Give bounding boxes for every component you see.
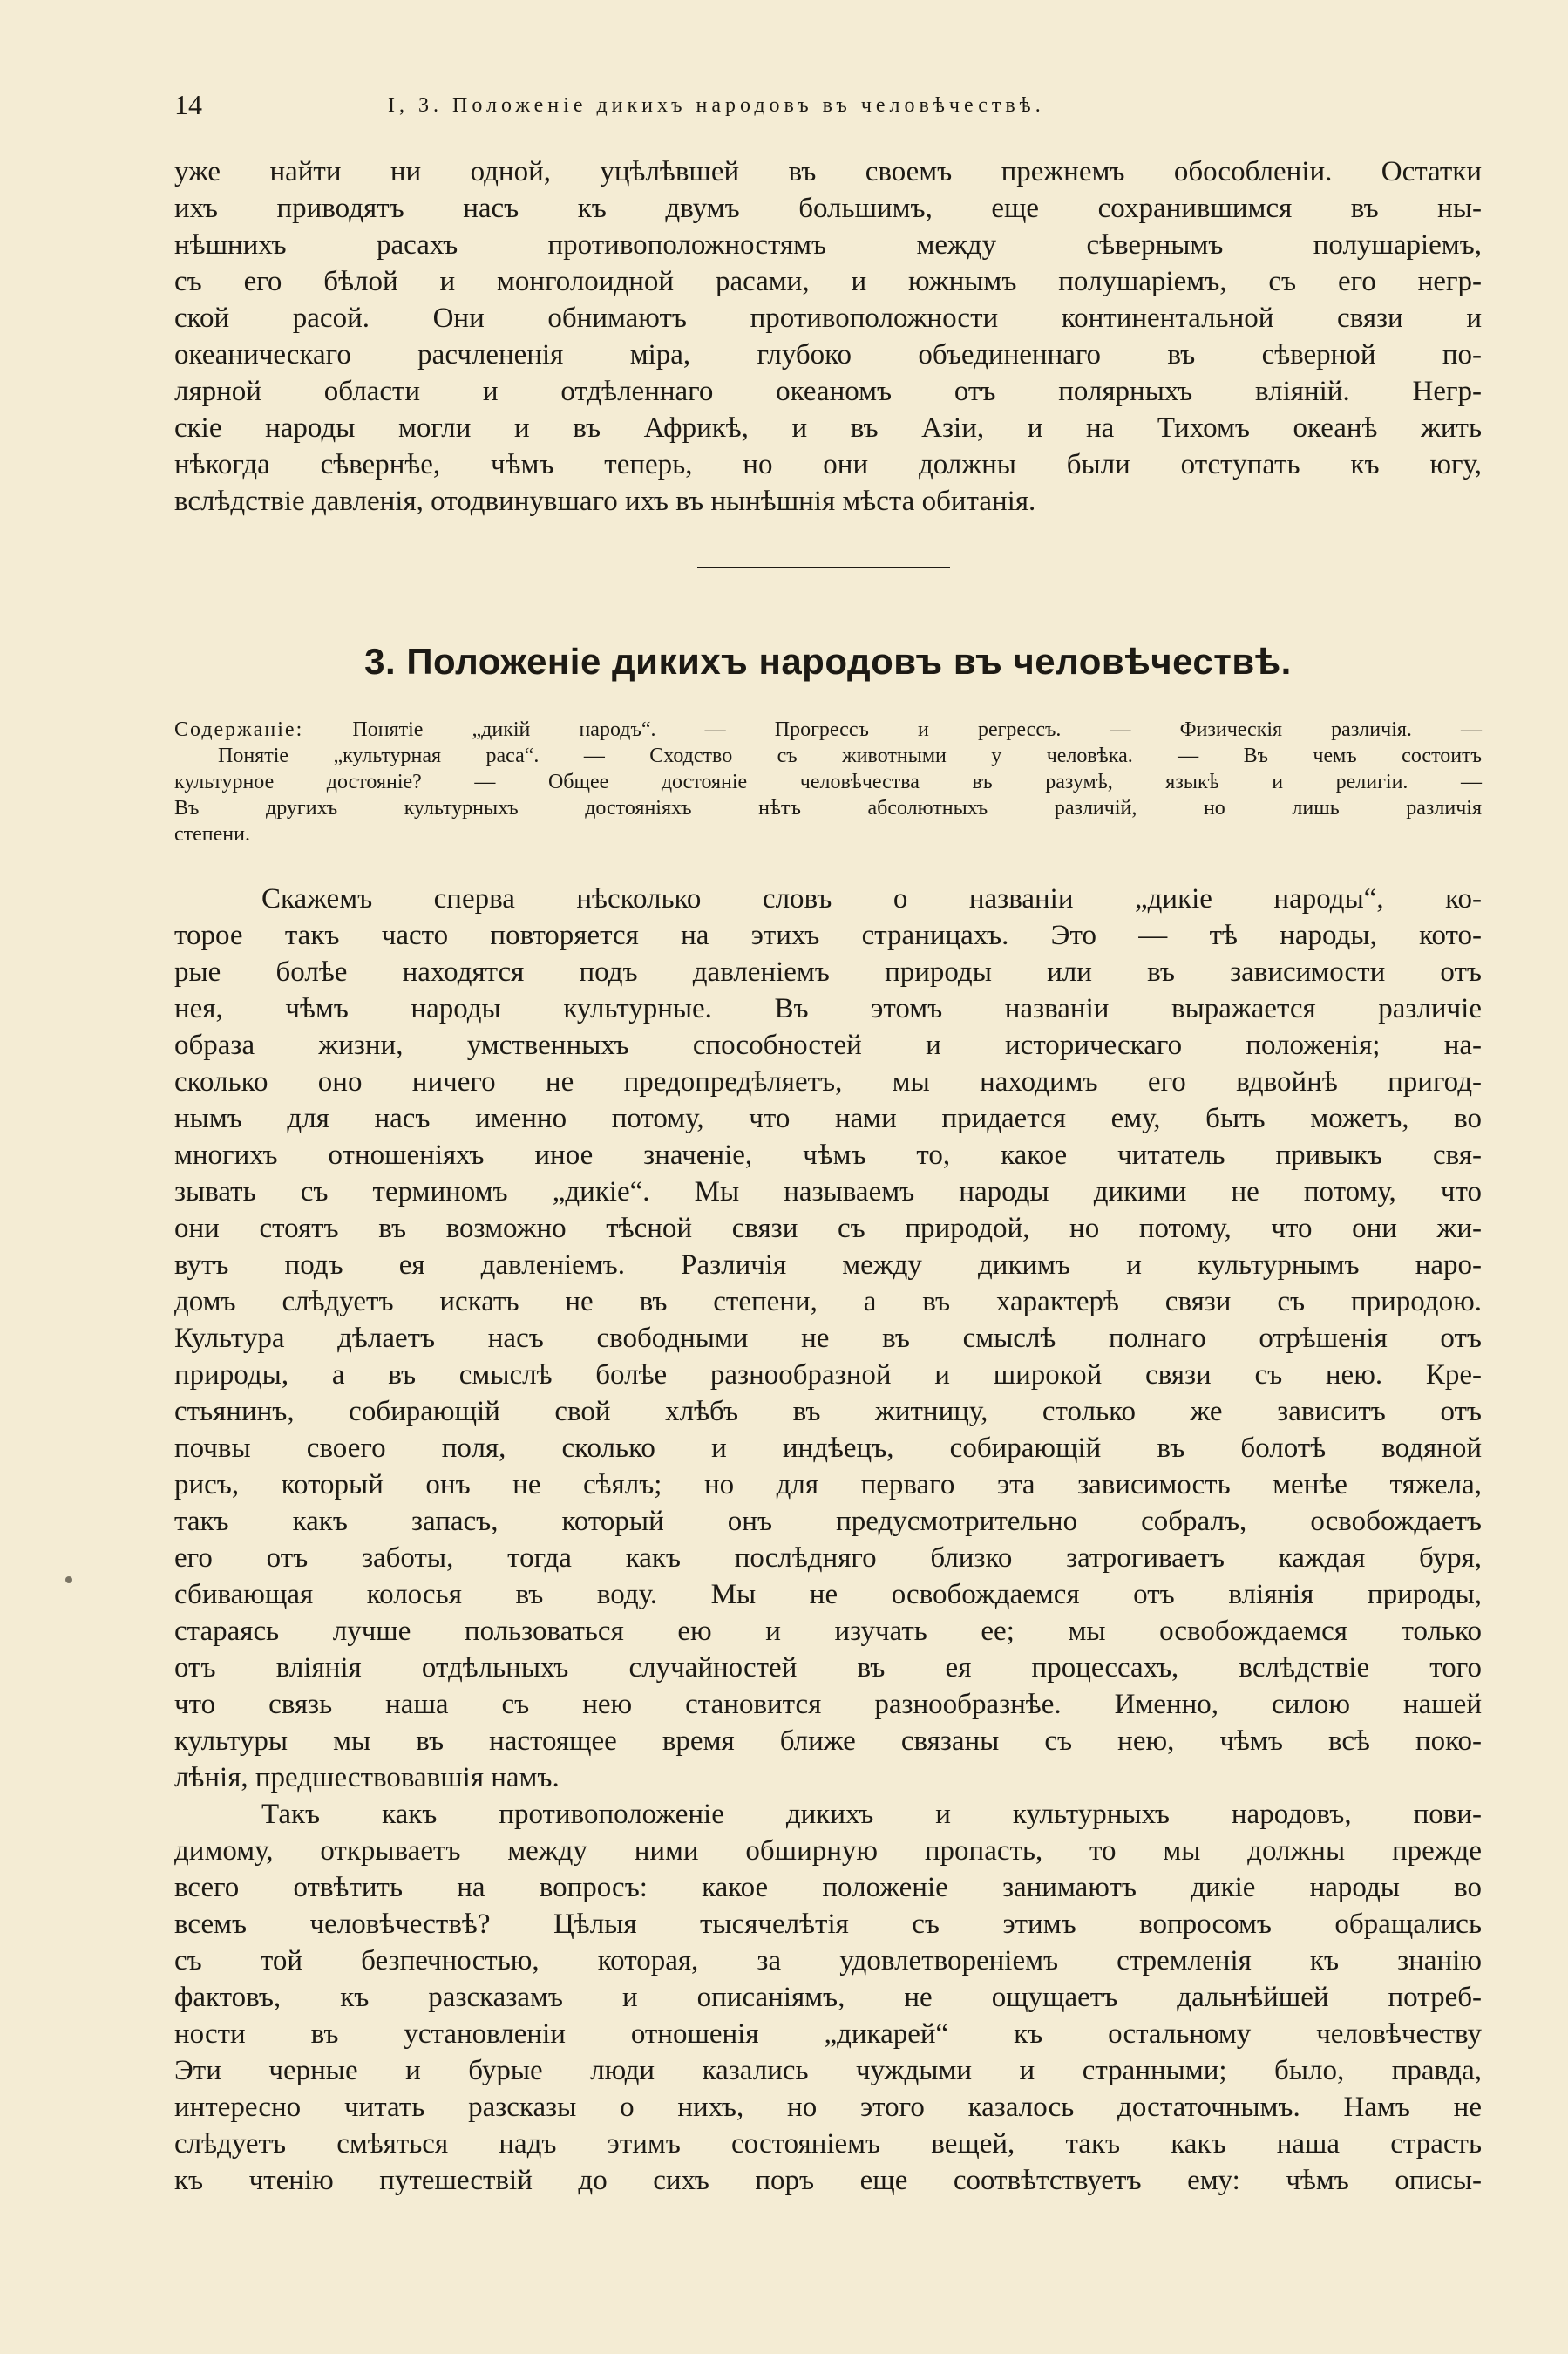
text-line: слѣдуетъ смѣяться надъ этимъ состояніемъ вещей, такъ какъ наша страсть [174,2128,1482,2160]
text-line: Скажемъ сперва нѣсколько словъ о названіи „дикіе народы“, ко- [261,883,1482,915]
summary-line: Въ другихъ культурныхъ достояніяхъ нѣтъ абсолютныхъ различій, но лишь различія [174,797,1482,820]
summary-label: Содержаніе: [174,718,304,741]
text-line: отъ вліянія отдѣльныхъ случайностей въ ея процессахъ, вслѣдствіе того [174,1652,1482,1684]
ink-speck [65,1576,72,1583]
text-line: такъ какъ запасъ, который онъ предусмотрительно собралъ, освобождаетъ [174,1506,1482,1537]
text-line: интересно читать разсказы о нихъ, но этого казалось достаточнымъ. Намъ не [174,2092,1482,2123]
text-line: что связь наша съ нею становится разнообразнѣе. Именно, силою нашей [174,1689,1482,1720]
text-line: нея, чѣмъ народы культурные. Въ этомъ названіи выражается различіе [174,993,1482,1024]
text-line: торое такъ часто повторяется на этихъ страницахъ. Это — тѣ народы, кото- [174,920,1482,951]
text-line: Такъ какъ противоположеніе дикихъ и культурныхъ народовъ, пови- [261,1799,1482,1830]
paragraph-1 [174,881,1482,1796]
text-line: димому, открываетъ между ними обширную пропасть, то мы должны прежде [174,1835,1482,1867]
text-line: всемъ человѣчествѣ? Цѣлыя тысячелѣтія съ этимъ вопросомъ обращались [174,1908,1482,1940]
summary-line: степени. [174,823,250,846]
running-title: I, 3. Положеніе дикихъ народовъ въ человѣчествѣ. [388,94,1045,117]
text-line: стьянинъ, собирающій свой хлѣбъ въ житницу, столько же зависитъ отъ [174,1396,1482,1427]
text-line: зывать съ терминомъ „дикіе“. Мы называемъ народы дикими не потому, что [174,1176,1482,1208]
text-line: культуры мы въ настоящее время ближе связаны съ нею, чѣмъ всѣ поко- [174,1725,1482,1757]
text-line: стараясь лучше пользоваться ею и изучать ее; мы освобождаемся только [174,1616,1482,1647]
text-line: лѣнія, предшествовавшія намъ. [174,1762,560,1793]
text-line: Эти черные и бурые люди казались чуждыми и странными; было, правда, [174,2055,1482,2086]
text-line: сбивающая колосья въ воду. Мы не освобождаемся отъ вліянія природы, [174,1579,1482,1610]
intro-paragraph [174,153,1482,520]
text-line: океаническаго расчлененія міра, глубоко объединеннаго въ сѣверной по- [174,339,1482,371]
text-line: вслѣдствіе давленія, отодвинувшаго ихъ въ нынѣшнія мѣста обитанія. [174,486,1036,517]
running-head [174,89,1464,124]
text-line: уже найти ни одной, уцѣлѣвшей въ своемъ прежнемъ обособленіи. Остатки [174,156,1482,187]
section-divider [697,567,950,568]
text-line: многихъ отношеніяхъ иное значеніе, чѣмъ то, какое читатель привыкъ свя- [174,1140,1482,1171]
text-line: съ той безпечностью, которая, за удовлетвореніемъ стремленія къ знанію [174,1945,1482,1976]
summary-line: Понятіе „дикій народъ“. — Прогрессъ и регрессъ. — Физическія различія. — [352,718,1483,741]
text-line: ской расой. Они обнимаютъ противоположности континентальной связи и [174,303,1482,334]
text-line: домъ слѣдуетъ искать не въ степени, а въ характерѣ связи съ природою. [174,1286,1482,1317]
text-line: природы, а въ смыслѣ болѣе разнообразной и широкой связи съ нею. Кре- [174,1359,1482,1391]
text-line: образа жизни, умственныхъ способностей и историческаго положенія; на- [174,1030,1482,1061]
text-line: ихъ приводятъ насъ къ двумъ большимъ, еще сохранившимся въ ны- [174,193,1482,224]
section-heading: 3. Положеніе дикихъ народовъ въ человѣчествѣ. [364,641,1292,682]
text-line: съ его бѣлой и монголоидной расами, и южнымъ полушаріемъ, съ его негр- [174,266,1482,297]
text-line: почвы своего поля, сколько и индѣецъ, собирающій въ болотѣ водяной [174,1432,1482,1464]
text-line: Культура дѣлаетъ насъ свободными не въ смыслѣ полнаго отрѣшенія отъ [174,1323,1482,1354]
text-line: рые болѣе находятся подъ давленіемъ природы или въ зависимости отъ [174,956,1482,988]
text-line: къ чтенію путешествій до сихъ поръ еще соотвѣтствуетъ ему: чѣмъ описы- [174,2165,1482,2196]
text-line: его отъ заботы, тогда какъ послѣдняго близко затрогиваетъ каждая буря, [174,1542,1482,1574]
text-line: скіе народы могли и въ Африкѣ, и въ Азіи, и на Тихомъ океанѣ жить [174,412,1482,444]
text-line: вутъ подъ ея давленіемъ. Различія между дикимъ и культурнымъ наро- [174,1249,1482,1281]
text-line: они стоятъ въ возможно тѣсной связи съ природой, но потому, что они жи- [174,1213,1482,1244]
text-line: нѣшнихъ расахъ противоположностямъ между сѣвернымъ полушаріемъ, [174,229,1482,261]
summary-line: культурное достояніе? — Общее достояніе человѣчества въ разумѣ, языкѣ и религіи. — [174,771,1482,793]
text-line: нѣкогда сѣвернѣе, чѣмъ теперь, но они должны были отступать къ югу, [174,449,1482,480]
text-line: ности въ установленіи отношенія „дикарей“ къ остальному человѣчеству [174,2018,1482,2050]
text-line: фактовъ, къ разсказамъ и описаніямъ, не ощущаетъ дальнѣйшей потреб- [174,1982,1482,2013]
paragraph-2 [174,1796,1482,2199]
section-summary [174,717,1482,847]
page-number: 14 [174,89,202,120]
text-line: нымъ для насъ именно потому, что нами придается ему, быть можетъ, во [174,1103,1482,1134]
text-line: всего отвѣтить на вопросъ: какое положеніе занимаютъ дикіе народы во [174,1872,1482,1903]
text-line: сколько оно ничего не предопредѣляетъ, мы находимъ его вдвойнѣ пригод- [174,1066,1482,1098]
text-line: лярной области и отдѣленнаго океаномъ отъ полярныхъ вліяній. Негр- [174,376,1482,407]
summary-line: Понятіе „культурная раса“. — Сходство съ животными у человѣка. — Въ чемъ состоитъ [218,745,1482,767]
text-line: рисъ, который онъ не сѣялъ; но для перваго эта зависимость менѣе тяжела, [174,1469,1482,1500]
